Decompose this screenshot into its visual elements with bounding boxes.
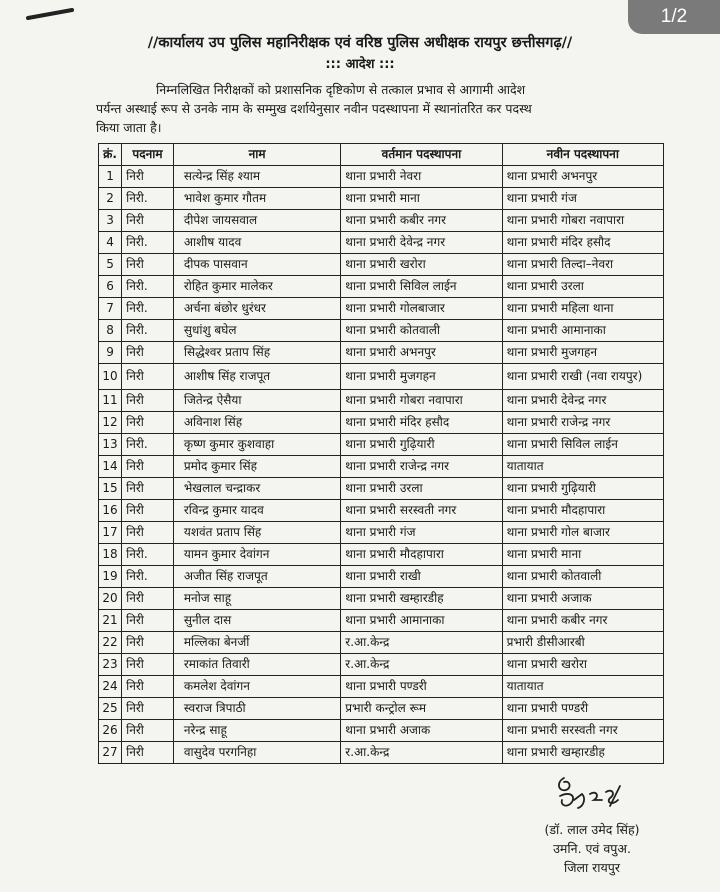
cell-name: दीपेश जायसवाल	[173, 210, 340, 232]
cell-serial: 16	[99, 500, 122, 522]
cell-rank: निरी	[122, 720, 174, 742]
table-row	[99, 298, 664, 320]
table-row	[99, 232, 664, 254]
transfer-table	[98, 143, 664, 764]
cell-name: रोहित कुमार मालेकर	[173, 276, 340, 298]
col-header-serial: क्रं.	[99, 144, 122, 166]
cell-new-posting: थाना प्रभारी गोबरा नवापारा	[502, 210, 663, 232]
col-header-name: नाम	[173, 144, 340, 166]
cell-new-posting: थाना प्रभारी गोल बाजार	[502, 522, 663, 544]
cell-serial: 25	[99, 698, 122, 720]
cell-serial: 14	[99, 456, 122, 478]
table-row	[99, 434, 664, 456]
cell-current-posting: र.आ.केन्द्र	[341, 632, 502, 654]
cell-rank: निरी	[122, 390, 174, 412]
cell-new-posting: थाना प्रभारी गुढ़ियारी	[502, 478, 663, 500]
cell-serial: 23	[99, 654, 122, 676]
cell-current-posting: थाना प्रभारी आमानाका	[341, 610, 502, 632]
cell-name: अविनाश सिंह	[173, 412, 340, 434]
signatory-name: (डॉ. लाल उमेद सिंह)	[544, 822, 640, 837]
table-row	[99, 166, 664, 188]
table-row	[99, 390, 664, 412]
cell-current-posting: र.आ.केन्द्र	[341, 654, 502, 676]
cell-current-posting: थाना प्रभारी सरस्वती नगर	[341, 500, 502, 522]
cell-rank: निरी	[122, 456, 174, 478]
cell-new-posting: थाना प्रभारी कबीर नगर	[502, 610, 663, 632]
cell-serial: 22	[99, 632, 122, 654]
cell-name: कमलेश देवांगन	[173, 676, 340, 698]
intro-line-3: किया जाता है।	[96, 120, 162, 135]
cell-name: अर्चना बंछोर धुरंधर	[173, 298, 340, 320]
cell-serial: 24	[99, 676, 122, 698]
cell-name: सुधांशु बघेल	[173, 320, 340, 342]
cell-serial: 5	[99, 254, 122, 276]
cell-new-posting: थाना प्रभारी तिल्दा–नेवरा	[502, 254, 663, 276]
table-row	[99, 522, 664, 544]
cell-rank: निरी	[122, 588, 174, 610]
signatory-designation: उमनि. एवं वपुअ.	[553, 841, 631, 856]
table-row	[99, 676, 664, 698]
cell-name: मनोज साहू	[173, 588, 340, 610]
cell-new-posting: यातायात	[502, 456, 663, 478]
table-row	[99, 654, 664, 676]
cell-rank: निरी	[122, 364, 174, 390]
cell-serial: 8	[99, 320, 122, 342]
table-row	[99, 544, 664, 566]
cell-current-posting: थाना प्रभारी अभनपुर	[341, 342, 502, 364]
cell-current-posting: थाना प्रभारी माना	[341, 188, 502, 210]
cell-serial: 6	[99, 276, 122, 298]
cell-serial: 10	[99, 364, 122, 390]
cell-new-posting: थाना प्रभारी गंज	[502, 188, 663, 210]
cell-current-posting: थाना प्रभारी गोलबाजार	[341, 298, 502, 320]
cell-serial: 27	[99, 742, 122, 764]
signature-block	[512, 772, 672, 877]
cell-rank: निरी.	[122, 298, 174, 320]
pen-stroke-mark	[26, 6, 76, 22]
cell-current-posting: थाना प्रभारी गंज	[341, 522, 502, 544]
cell-name: यशवंत प्रताप सिंह	[173, 522, 340, 544]
cell-current-posting: थाना प्रभारी खम्हारडीह	[341, 588, 502, 610]
cell-name: वासुदेव परगनिहा	[173, 742, 340, 764]
table-row	[99, 720, 664, 742]
cell-name: सुनील दास	[173, 610, 340, 632]
table-body	[99, 166, 664, 764]
cell-new-posting: थाना प्रभारी उरला	[502, 276, 663, 298]
cell-rank: निरी	[122, 698, 174, 720]
table-row	[99, 364, 664, 390]
table-row	[99, 500, 664, 522]
intro-line-2: पर्यन्त अस्थाई रूप से उनके नाम के सम्मुख दर्शायेनुसार नवीन पदस्थापना में स्थानांतरित कर पदस्थ	[96, 101, 532, 116]
cell-current-posting: थाना प्रभारी देवेन्द्र नगर	[341, 232, 502, 254]
page-indicator-badge: 1/2	[628, 0, 720, 34]
cell-rank: निरी	[122, 632, 174, 654]
cell-rank: निरी	[122, 676, 174, 698]
cell-current-posting: थाना प्रभारी राखी	[341, 566, 502, 588]
cell-serial: 9	[99, 342, 122, 364]
table-header-row	[99, 144, 664, 166]
order-heading: ::: आदेश :::	[325, 57, 395, 72]
cell-serial: 17	[99, 522, 122, 544]
cell-serial: 3	[99, 210, 122, 232]
cell-current-posting: थाना प्रभारी राजेन्द्र नगर	[341, 456, 502, 478]
cell-serial: 2	[99, 188, 122, 210]
cell-new-posting: यातायात	[502, 676, 663, 698]
cell-serial: 21	[99, 610, 122, 632]
table-row	[99, 632, 664, 654]
table-row	[99, 588, 664, 610]
cell-serial: 7	[99, 298, 122, 320]
cell-name: मल्लिका बेनर्जी	[173, 632, 340, 654]
cell-rank: निरी	[122, 412, 174, 434]
cell-new-posting: थाना प्रभारी सरस्वती नगर	[502, 720, 663, 742]
cell-name: आशीष यादव	[173, 232, 340, 254]
col-header-current-posting: वर्तमान पदस्थापना	[341, 144, 502, 166]
cell-current-posting: थाना प्रभारी खरोरा	[341, 254, 502, 276]
cell-current-posting: थाना प्रभारी गोबरा नवापारा	[341, 390, 502, 412]
cell-new-posting: थाना प्रभारी माना	[502, 544, 663, 566]
cell-rank: निरी	[122, 522, 174, 544]
cell-new-posting: थाना प्रभारी मौदहापारा	[502, 500, 663, 522]
cell-serial: 26	[99, 720, 122, 742]
cell-serial: 12	[99, 412, 122, 434]
cell-serial: 20	[99, 588, 122, 610]
table-row	[99, 610, 664, 632]
cell-rank: निरी	[122, 610, 174, 632]
cell-serial: 1	[99, 166, 122, 188]
cell-new-posting: थाना प्रभारी खम्हारडीह	[502, 742, 663, 764]
table-row	[99, 478, 664, 500]
cell-new-posting: थाना प्रभारी अभनपुर	[502, 166, 663, 188]
cell-new-posting: थाना प्रभारी सिविल लाईन	[502, 434, 663, 456]
cell-new-posting: थाना प्रभारी राजेन्द्र नगर	[502, 412, 663, 434]
table-row	[99, 254, 664, 276]
cell-new-posting: थाना प्रभारी मुजगहन	[502, 342, 663, 364]
cell-serial: 13	[99, 434, 122, 456]
cell-new-posting: थाना प्रभारी पण्डरी	[502, 698, 663, 720]
document-title: //कार्यालय उप पुलिस महानिरीक्षक एवं वरिष्ठ पुलिस अधीक्षक रायपुर छत्तीसगढ़//	[147, 35, 573, 51]
cell-name: प्रमोद कुमार सिंह	[173, 456, 340, 478]
cell-name: जितेन्द्र ऐसैया	[173, 390, 340, 412]
cell-name: नरेन्द्र साहू	[173, 720, 340, 742]
cell-current-posting: थाना प्रभारी पण्डरी	[341, 676, 502, 698]
table-row	[99, 566, 664, 588]
cell-rank: निरी.	[122, 566, 174, 588]
cell-name: दीपक पासवान	[173, 254, 340, 276]
cell-rank: निरी	[122, 166, 174, 188]
cell-current-posting: थाना प्रभारी उरला	[341, 478, 502, 500]
table-row	[99, 342, 664, 364]
cell-name: सिद्धेश्वर प्रताप सिंह	[173, 342, 340, 364]
cell-new-posting: थाना प्रभारी मंदिर हसौद	[502, 232, 663, 254]
cell-serial: 18	[99, 544, 122, 566]
cell-new-posting: थाना प्रभारी खरोरा	[502, 654, 663, 676]
cell-current-posting: थाना प्रभारी नेवरा	[341, 166, 502, 188]
cell-name: आशीष सिंह राजपूत	[173, 364, 340, 390]
cell-new-posting: थाना प्रभारी देवेन्द्र नगर	[502, 390, 663, 412]
cell-new-posting: थाना प्रभारी अजाक	[502, 588, 663, 610]
col-header-rank: पदनाम	[122, 144, 174, 166]
cell-name: भावेश कुमार गौतम	[173, 188, 340, 210]
table-row	[99, 188, 664, 210]
cell-name: रमाकांत तिवारी	[173, 654, 340, 676]
cell-rank: निरी	[122, 742, 174, 764]
cell-current-posting: थाना प्रभारी गुढ़ियारी	[341, 434, 502, 456]
cell-current-posting: थाना प्रभारी मुजगहन	[341, 364, 502, 390]
cell-serial: 19	[99, 566, 122, 588]
cell-new-posting: प्रभारी डीसीआरबी	[502, 632, 663, 654]
cell-name: रविन्द्र कुमार यादव	[173, 500, 340, 522]
cell-current-posting: थाना प्रभारी अजाक	[341, 720, 502, 742]
cell-name: कृष्ण कुमार कुशवाहा	[173, 434, 340, 456]
intro-line-1: निम्नलिखित निरीक्षकों को प्रशासनिक दृष्टिकोण से तत्काल प्रभाव से आगामी आदेश	[156, 82, 526, 97]
cell-current-posting: प्रभारी कन्ट्रोल रूम	[341, 698, 502, 720]
cell-current-posting: थाना प्रभारी मंदिर हसौद	[341, 412, 502, 434]
cell-new-posting: थाना प्रभारी आमानाका	[502, 320, 663, 342]
table-row	[99, 276, 664, 298]
cell-rank: निरी	[122, 500, 174, 522]
table-row	[99, 456, 664, 478]
signatory-office: जिला रायपुर	[563, 860, 620, 875]
table-row	[99, 320, 664, 342]
table-row	[99, 698, 664, 720]
cell-rank: निरी.	[122, 276, 174, 298]
cell-new-posting: थाना प्रभारी राखी (नवा रायपुर)	[502, 364, 663, 390]
cell-rank: निरी	[122, 254, 174, 276]
cell-current-posting: थाना प्रभारी सिविल लाईन	[341, 276, 502, 298]
cell-current-posting: थाना प्रभारी कोतवाली	[341, 320, 502, 342]
cell-rank: निरी	[122, 210, 174, 232]
cell-serial: 4	[99, 232, 122, 254]
cell-rank: निरी.	[122, 320, 174, 342]
cell-rank: निरी.	[122, 232, 174, 254]
cell-rank: निरी	[122, 342, 174, 364]
cell-current-posting: र.आ.केन्द्र	[341, 742, 502, 764]
intro-paragraph	[96, 80, 658, 137]
cell-name: स्वराज त्रिपाठी	[173, 698, 340, 720]
cell-serial: 11	[99, 390, 122, 412]
cell-rank: निरी	[122, 654, 174, 676]
cell-rank: निरी.	[122, 188, 174, 210]
cell-rank: निरी.	[122, 434, 174, 456]
cell-name: यामन कुमार देवांगन	[173, 544, 340, 566]
cell-serial: 15	[99, 478, 122, 500]
cell-new-posting: थाना प्रभारी महिला थाना	[502, 298, 663, 320]
cell-name: भेखलाल चन्द्राकर	[173, 478, 340, 500]
cell-current-posting: थाना प्रभारी मौदहापारा	[341, 544, 502, 566]
col-header-new-posting: नवीन पदस्थापना	[502, 144, 663, 166]
handwritten-signature	[550, 772, 630, 816]
table-row	[99, 210, 664, 232]
table-row	[99, 742, 664, 764]
cell-name: अजीत सिंह राजपूत	[173, 566, 340, 588]
cell-rank: निरी	[122, 478, 174, 500]
cell-name: सत्येन्द्र सिंह श्याम	[173, 166, 340, 188]
table-row	[99, 412, 664, 434]
cell-new-posting: थाना प्रभारी कोतवाली	[502, 566, 663, 588]
cell-rank: निरी.	[122, 544, 174, 566]
cell-current-posting: थाना प्रभारी कबीर नगर	[341, 210, 502, 232]
